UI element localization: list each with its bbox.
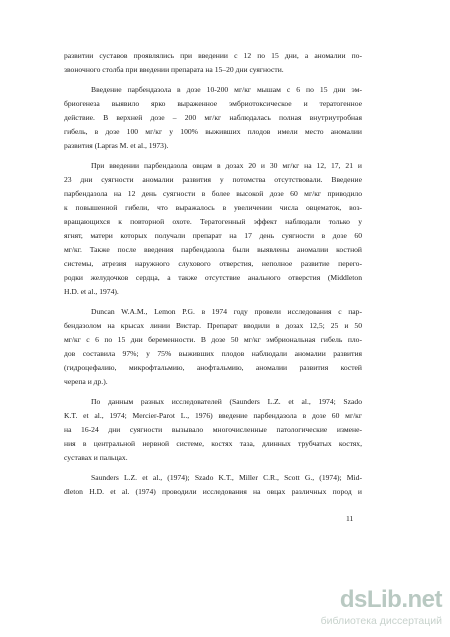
text-line: парбендазола на 12 день суягности в более высокой дозе 60 мг/кг приводило <box>64 189 362 198</box>
text-line: действие. В верхней дозе – 200 мг/кг наблюдалась полная внутриутробная <box>64 113 362 122</box>
text-line: бендазолом на крысах линии Вистар. Препарат вводили в дозах 12,5; 25 и 50 <box>64 321 362 330</box>
text-line: ягнят, матери которых получали препарат на 17 день суягности в дозе 60 <box>64 231 362 240</box>
text-line: Saunders L.Z. et al., (1974); Szado K.T., Miller C.R., Scott G., (1974); Mid- <box>91 473 362 482</box>
text-line: (гидроцефалию, микрофтальмию, анофтальмию, аномалии развития костей <box>64 363 362 372</box>
text-line: развитии суставов проявлялись при введении с 12 по 15 дни, а аномалии по- <box>64 51 362 60</box>
text-line: суставах и пальцах. <box>64 453 128 462</box>
text-line: бриогенеза выявило ярко выраженное эмбриотоксическое и тератогенное <box>64 99 362 108</box>
watermark-logo: dsLib.net <box>339 586 442 613</box>
text-line: K.T. et al., 1974; Mercier-Parot L., 1976) введение парбендазола в дозе 60 мг/кг <box>64 411 362 420</box>
watermark-caption: библиотека диссертаций <box>320 615 442 627</box>
text-line: При введении парбендазола овцам в дозах 20 и 30 мг/кг на 12, 17, 21 и <box>91 161 362 170</box>
text-line: Введение парбендазола в дозе 10-200 мг/кг мышам с 6 по 15 дни эм- <box>91 85 362 94</box>
text-line: 23 дни суягности аномалии развития у потомства отсутствовали. Введение <box>64 175 362 184</box>
text-line: звоночного столба при введении препарата на 15–20 дни суягности. <box>64 65 284 74</box>
text-line: мг/кг. Также после введения парбендазола были выявлены аномалии костной <box>64 245 362 254</box>
text-line: гибель, в дозе 100 мг/кг у 100% выживших плодов имели место аномалии <box>64 127 362 136</box>
text-line: dleton H.D. et al. (1974) проводили исследования на овцах различных пород и <box>64 487 362 496</box>
text-line: H.D. et al., 1974). <box>64 287 119 296</box>
text-line: на 16-24 дни суягности вызывало многочисленные патологические измене- <box>64 425 362 434</box>
text-line: родки желудочков сердца, а также отсутствие анального отверстия (Middleton <box>64 273 362 282</box>
text-line: По данным разных исследователей (Saunders L.Z. et al., 1974; Szado <box>91 397 362 406</box>
text-line: мг/кг с 6 по 15 дни беременности. В дозе 50 мг/кг эмбриональная гибель пло- <box>64 335 362 344</box>
text-line: вращающихся к повторной охоте. Тератогенный эффект наблюдали только у <box>64 217 362 226</box>
text-line: ния в центральной нервной системе, костях таза, длинных трубчатых костях, <box>64 439 362 448</box>
text-line: дов составила 97%; у 75% выживших плодов наблюдали аномалии развития <box>64 349 362 358</box>
text-line: к повышенной гибели, что выражалось в увеличении числа овцематок, воз- <box>64 203 362 212</box>
text-line: Duncan W.A.M., Lemon P.G. в 1974 году провели исследования с пар- <box>91 307 362 316</box>
text-line: системы, атрезия наружного слухового отверстия, неполное развитие перего- <box>64 259 362 268</box>
text-line: черепа и др.). <box>64 377 108 386</box>
text-line: развития (Lapras M. et al., 1973). <box>64 141 169 150</box>
watermark <box>320 586 446 632</box>
page-number: 11 <box>346 514 354 523</box>
